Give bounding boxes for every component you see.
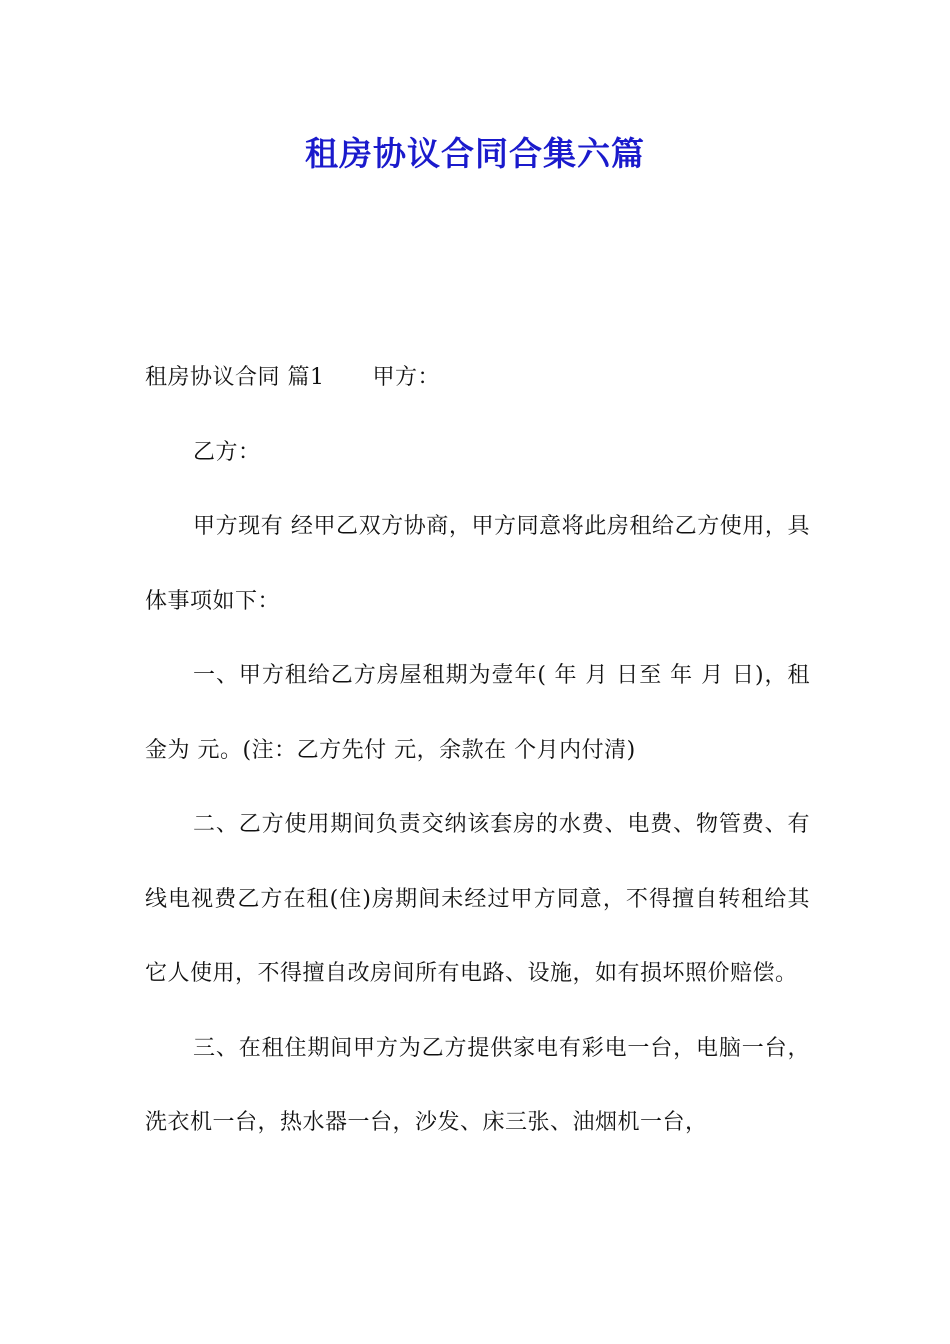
paragraph-clause-1: 一、甲方租给乙方房屋租期为壹年( 年 月 日至 年 月 日)，租金为 元。(注：乙方先付 元，余款在 个月内付清) [145, 663, 810, 763]
paragraph-clause-2: 二、乙方使用期间负责交纳该套房的水费、电费、物管费、有线电视费乙方在租(住)房期间未经过甲方同意，不得擅自转租给其它人使用，不得擅自改房间所有电路、设施，如有损坏照价赔偿。 [145, 812, 810, 986]
party-a-label: 甲方： [372, 365, 441, 390]
paragraph-party-b: 乙方： [193, 439, 261, 465]
document-body [145, 341, 810, 1161]
paragraph-intro: 甲方现有 经甲乙双方协商，甲方同意将此房租给乙方使用，具体事项如下： [145, 514, 810, 614]
section-heading-line [145, 341, 810, 416]
document-title: 租房协议合同合集六篇 [305, 134, 645, 173]
section-heading: 租房协议合同 篇1 [145, 365, 325, 390]
paragraph-clause-3: 三、在租住期间甲方为乙方提供家电有彩电一台，电脑一台，洗衣机一台，热水器一台，沙发、床三张、油烟机一台， [145, 1035, 810, 1135]
